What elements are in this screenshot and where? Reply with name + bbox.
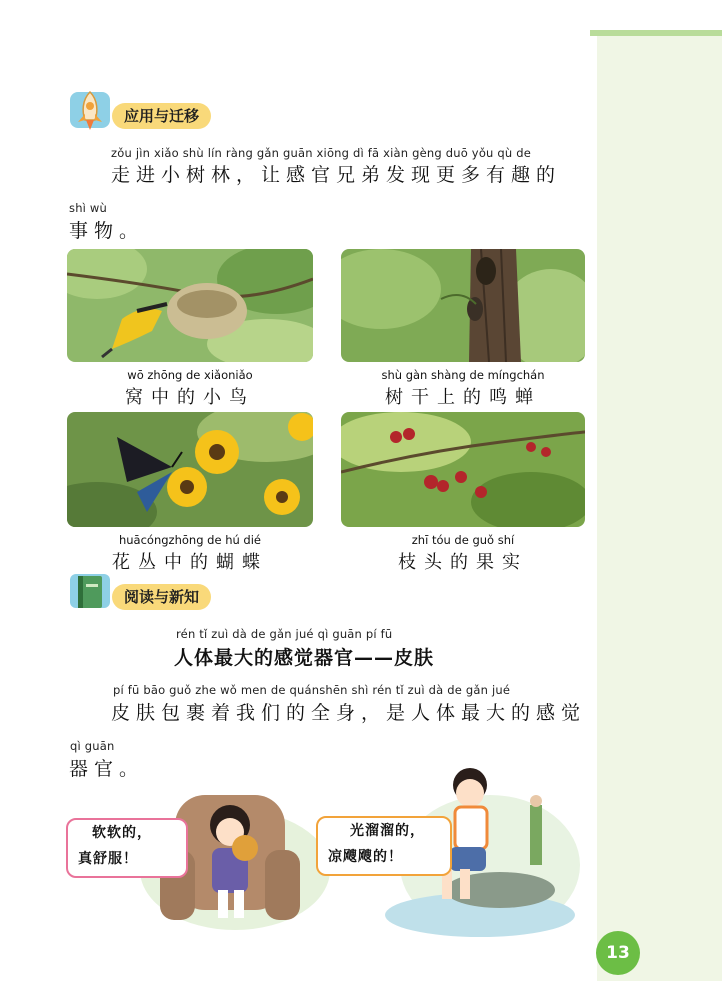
photo-caption-pinyin: huācóngzhōng de hú dié xyxy=(118,533,261,547)
photo-caption: 枝头的果实 xyxy=(398,552,528,573)
photo-caption: 树干上的鸣蝉 xyxy=(385,387,541,408)
text-line: 事物。 xyxy=(69,220,145,242)
book-icon xyxy=(68,570,112,614)
section-title-apply: 应用与迁移 xyxy=(112,103,211,129)
bubble-line: 凉飕飕的！ xyxy=(328,849,403,865)
photo-butterfly xyxy=(67,412,313,527)
pinyin-line: rén tǐ zuì dà de gǎn jué qì guān pí fū xyxy=(176,627,393,641)
text-line: 走进小树林，让感官兄弟发现更多有趣的 xyxy=(111,164,562,186)
photo-caption-pinyin: wō zhōng de xiǎoniǎo xyxy=(127,368,253,382)
bubble-line: 光溜溜的， xyxy=(350,823,425,839)
pinyin-line: zǒu jìn xiǎo shù lín ràng gǎn guān xiōng dì fā xiàn gèng duō yǒu qù de xyxy=(111,146,532,160)
photo-cicada xyxy=(341,249,585,362)
photo-fruits xyxy=(341,412,585,527)
bubble-line: 真舒服！ xyxy=(78,851,138,867)
side-margin-strip xyxy=(597,36,722,981)
photo-bird-nest xyxy=(67,249,313,362)
pinyin-line: pí fū bāo guǒ zhe wǒ men de quánshēn shì rén tǐ zuì dà de gǎn jué xyxy=(113,683,511,697)
photo-caption-pinyin: shù gàn shàng de míngchán xyxy=(381,368,545,382)
speech-bubble-girl xyxy=(66,818,188,878)
article-heading: 人体最大的感觉器官——皮肤 xyxy=(174,647,435,669)
section-title-read: 阅读与新知 xyxy=(112,584,211,610)
photo-caption: 窝中的小鸟 xyxy=(125,387,255,408)
photo-caption-pinyin: zhī tóu de guǒ shí xyxy=(411,533,515,547)
rocket-icon xyxy=(68,86,112,130)
text-line: 皮肤包裹着我们的全身，是人体最大的感觉 xyxy=(111,702,587,724)
bubble-line: 软软的， xyxy=(92,825,152,841)
text-line: 器官。 xyxy=(69,758,145,780)
pinyin-line: shì wù xyxy=(69,201,108,215)
pinyin-line: qì guān xyxy=(70,739,115,753)
page-number: 13 xyxy=(596,931,640,975)
photo-caption: 花丛中的蝴蝶 xyxy=(112,552,268,573)
speech-bubble-boy xyxy=(316,816,452,876)
